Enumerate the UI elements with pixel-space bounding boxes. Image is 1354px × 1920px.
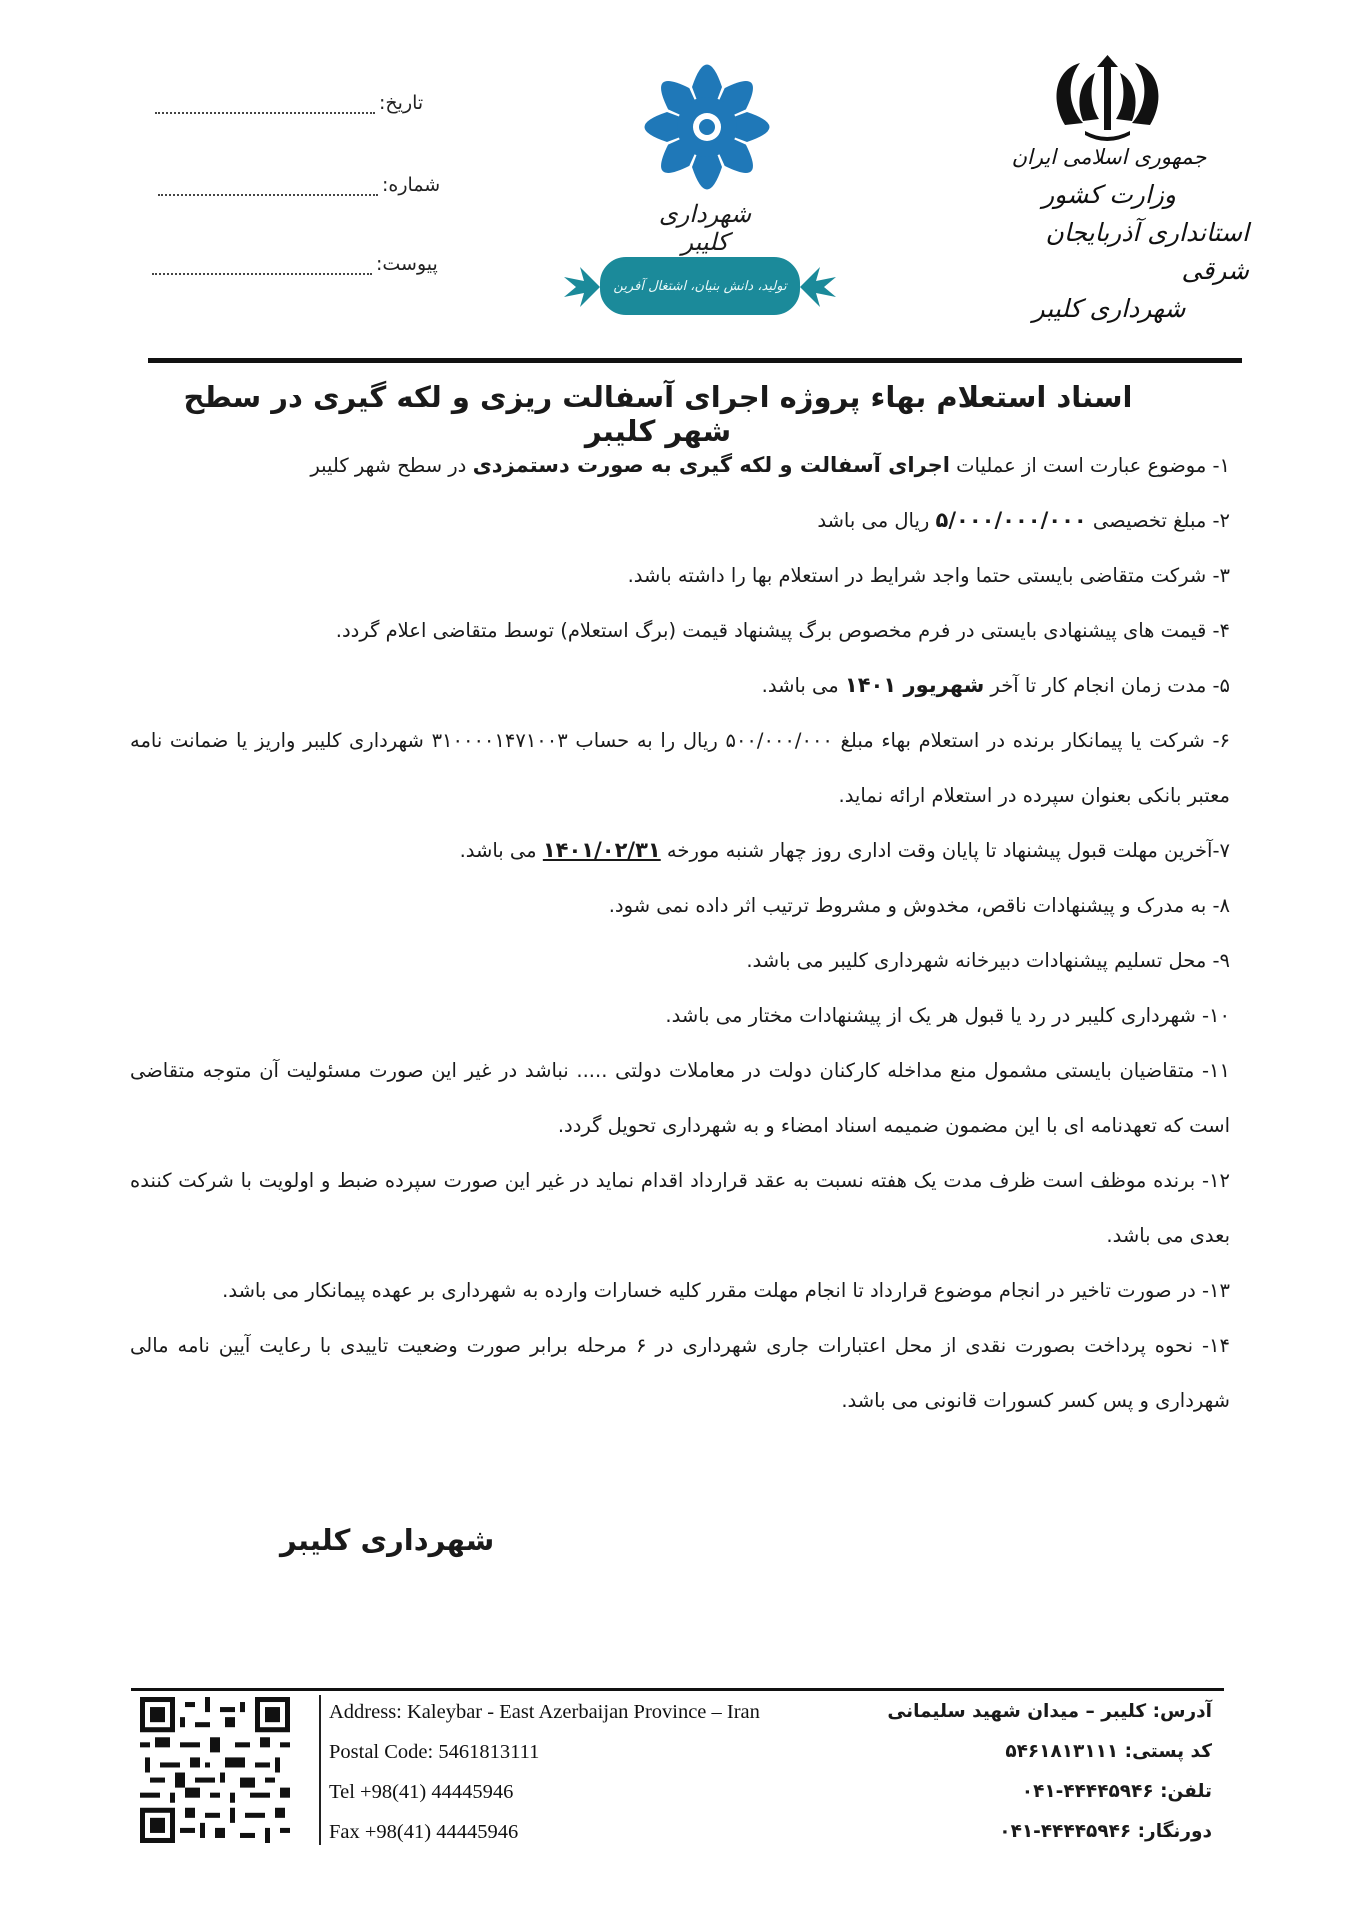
list-item: ۸- به مدرک و پیشنهادات ناقص، مخدوش و مشروط ترتیب اثر داده نمی شود. [608,894,1230,917]
list-item: ۳- شرکت متقاضی بایستی حتما واجد شرایط در استعلام بها را داشته باشد. [627,564,1230,587]
list-item: ۱۴- نحوه پرداخت بصورت نقدی از محل اعتبارات جاری شهرداری در ۶ مرحله برابر صورت وضعیت تاییدی با رعایت آیین نامه مالی شهرداری و پس کسر کسورات قانونی می باشد. [130,1334,1230,1412]
footer-contact-en [329,1692,760,1852]
slogan-banner [560,257,840,317]
address-fa: آدرس: کلیبر – میدان شهید سلیمانی [887,1701,1212,1722]
postal-code-en: Postal Code: 5461813111 [329,1741,540,1763]
list-item: ۹- محل تسلیم پیشنهادات دبیرخانه شهرداری کلیبر می باشد. [746,949,1230,972]
banner-text: تولید، دانش بنیان، اشتغال آفرین [613,278,787,294]
emblem-line-country: جمهوری اسلامی ایران [1011,145,1207,169]
emblem-line-province: استانداری آذربایجان شرقی [1045,218,1249,285]
document-title: اسناد استعلام بهاء پروژه اجرای آسفالت ریزی و لکه گیری در سطح شهر کلیبر [183,380,1133,448]
date-field [155,92,423,114]
document-body [130,438,1230,1428]
number-label: شماره: [382,174,441,196]
banner-ornament-right-icon [800,263,840,311]
tel-fa: تلفن: ۴۴۴۴۵۹۴۶-۰۴۱ [1021,1781,1212,1802]
number-field [158,174,440,196]
address-en: Address: Kaleybar - East Azerbaijan Province – Iran [329,1701,760,1723]
iran-emblem-icon [1045,55,1170,145]
list-item: ۱۱- متقاضیان بایستی مشمول منع مداخله کارکنان دولت در معاملات دولتی ..... نباشد در غیر این صورت مسئولیت آن متوجه متقاضی است که تعهدنامه ای با این مضمون ضمیمه اسناد امضاء و به شهرداری تحویل گردد. [130,1059,1230,1137]
list-item: ۵- مدت زمان انجام کار تا آخر شهریور ۱۴۰۱ می باشد. [761,673,1230,697]
list-item: ۱۳- در صورت تاخیر در انجام موضوع قرارداد تا انجام مهلت مقرر کلیه خسارات وارده به شهرداری بر عهده پیمانکار می باشد. [222,1279,1230,1302]
footer-contact-fa [887,1692,1212,1852]
tel-en: Tel +98(41) 44445946 [329,1781,514,1803]
logo-caption: شهرداری کلیبر [658,200,752,256]
emblem-line-ministry: وزارت کشور [1042,180,1176,209]
list-item: ۶- شرکت یا پیمانکار برنده در استعلام بهاء مبلغ ۵۰۰/۰۰۰/۰۰۰ ریال را به حساب ۳۱۰۰۰۰۱۴۷۱۰۰۳ شهرداری کلیبر واریز یا ضمانت نامه معتبر بانکی بعنوان سپرده در استعلام ارائه نماید. [130,729,1230,807]
fax-fa: دورنگار: ۴۴۴۴۵۹۴۶-۰۴۱ [999,1821,1212,1842]
banner-frame [600,257,800,315]
header-rule [148,358,1242,363]
signature: شهرداری کلیبر [280,1523,495,1557]
list-item: ۷-آخرین مهلت قبول پیشنهاد تا پایان وقت اداری روز چهار شنبه مورخه ۱۴۰۱/۰۲/۳۱ می باشد. [459,838,1230,862]
banner-ornament-left-icon [560,263,600,311]
municipality-logo-icon [612,32,802,222]
date-label: تاریخ: [379,92,424,114]
emblem-line-municipality: شهرداری کلیبر [1032,294,1186,323]
list-item: ۱- موضوع عبارت است از عملیات اجرای آسفالت و لکه گیری به صورت دستمزدی در سطح شهر کلیبر [310,453,1230,477]
list-item: ۲- مبلغ تخصیصی ۵/۰۰۰/۰۰۰/۰۰۰ ریال می باشد [817,508,1230,532]
attachment-field [152,253,438,275]
attachment-label: پیوست: [376,253,438,275]
list-item: ۱۰- شهرداری کلیبر در رد یا قبول هر یک از پیشنهادات مختار می باشد. [665,1004,1230,1027]
list-item: ۴- قیمت های پیشنهادی بایستی در فرم مخصوص برگ پیشنهاد قیمت (برگ استعلام) توسط متقاضی اعلام گردد. [335,619,1230,642]
postal-code-fa: کد پستی: ۵۴۶۱۸۱۳۱۱۱ [1005,1741,1212,1762]
footer-divider [319,1695,321,1845]
list-item: ۱۲- برنده موظف است ظرف مدت یک هفته نسبت به عقد قرارداد اقدام نماید در غیر این صورت سپرده ضبط و اولویت با شرکت کننده بعدی می باشد. [130,1169,1230,1247]
qr-code-icon [140,1697,290,1843]
fax-en: Fax +98(41) 44445946 [329,1821,519,1843]
footer-rule [131,1688,1224,1691]
